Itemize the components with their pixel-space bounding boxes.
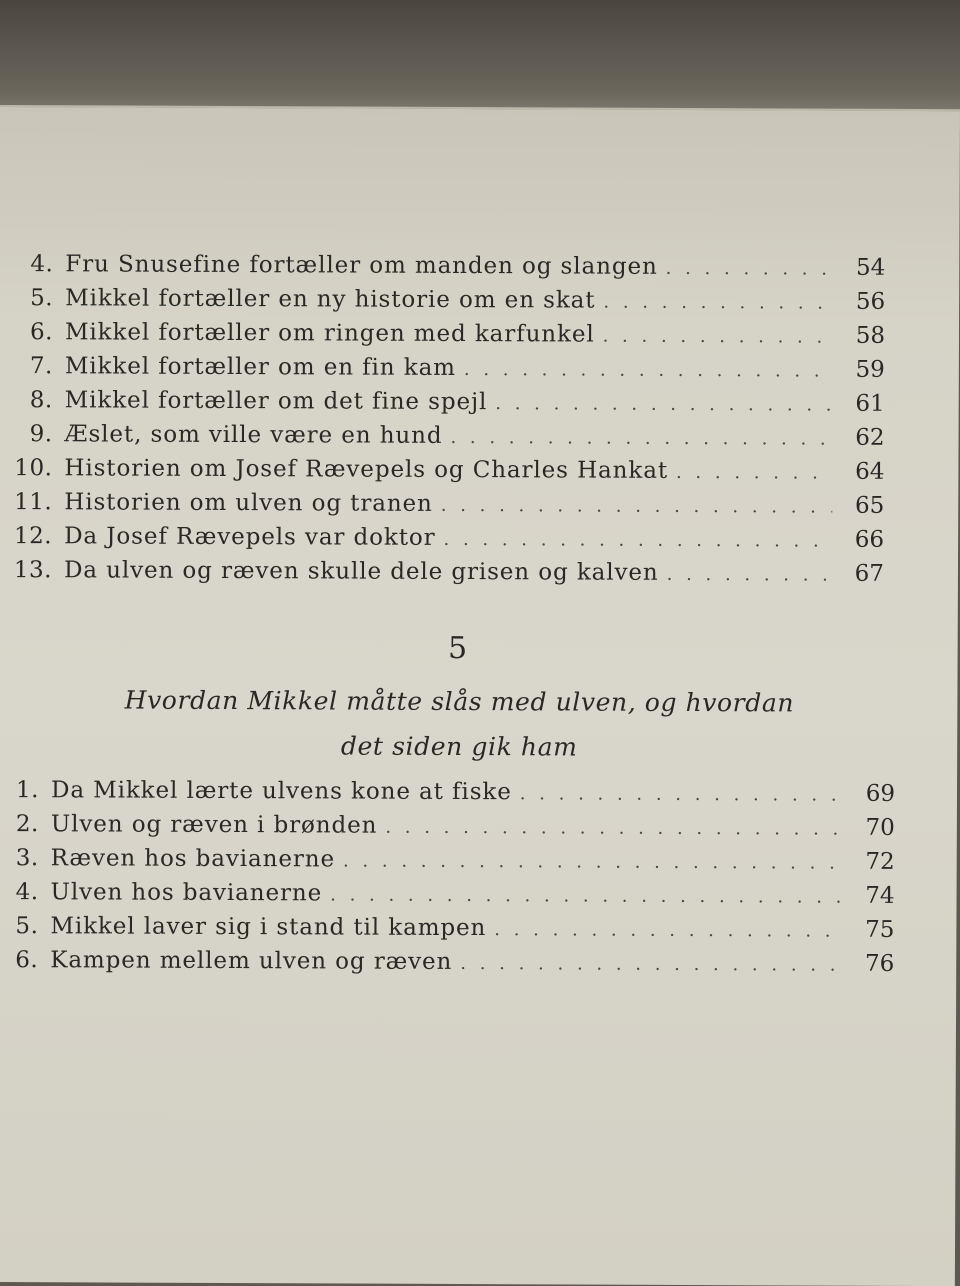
toc-entry-title: Ulven og ræven i brønden bbox=[50, 811, 378, 839]
toc-entry bbox=[11, 285, 885, 323]
toc-entry-title: Da Mikkel lærte ulvens kone at fiske bbox=[50, 777, 512, 806]
toc-entry-page: 56 bbox=[855, 288, 886, 315]
toc-leader-dots bbox=[343, 851, 843, 874]
toc-entry bbox=[10, 421, 884, 459]
toc-entry-page: 65 bbox=[854, 492, 885, 519]
toc-entry-title: Ræven hos bavianerne bbox=[50, 845, 336, 873]
toc-entry-number: 1. bbox=[16, 777, 40, 804]
toc-leader-dots bbox=[385, 817, 843, 840]
toc-leader-dots bbox=[495, 393, 832, 415]
toc-leader-dots bbox=[667, 564, 832, 586]
toc-entry bbox=[10, 523, 884, 561]
toc-leader-dots bbox=[494, 919, 842, 942]
toc-entry-number: 2. bbox=[15, 811, 39, 838]
toc-entry-page: 67 bbox=[854, 560, 885, 587]
toc-entry bbox=[0, 913, 894, 951]
toc-entry bbox=[0, 845, 895, 883]
toc-entry bbox=[11, 251, 885, 289]
toc-entry-title: Fru Snusefine fortæller om manden og slangen bbox=[65, 251, 658, 280]
toc-leader-dots bbox=[603, 292, 833, 314]
toc-entry-page: 59 bbox=[855, 356, 885, 383]
toc-entry-number: 10. bbox=[14, 455, 53, 482]
toc-leader-dots bbox=[441, 495, 833, 518]
toc-leader-dots bbox=[666, 258, 834, 280]
chapter-title-line-1: Hvordan Mikkel måtte slås med ulven, og hvordan bbox=[124, 685, 795, 718]
toc-entry-page: 70 bbox=[865, 814, 895, 841]
toc-entry bbox=[10, 557, 884, 595]
toc-entry bbox=[10, 455, 884, 493]
toc-entry-title: Mikkel fortæller om ringen med karfunkel bbox=[64, 319, 595, 348]
toc-entry-number: 6. bbox=[29, 319, 54, 346]
toc-entry-number: 7. bbox=[29, 353, 53, 380]
toc-leader-dots bbox=[520, 783, 843, 805]
toc-entry-number: 5. bbox=[30, 285, 54, 312]
toc-entry bbox=[0, 947, 894, 985]
toc-entry-title: Historien om Josef Rævepels og Charles Hankat bbox=[64, 455, 669, 484]
toc-entry-page: 66 bbox=[854, 526, 885, 553]
toc-entry-title: Mikkel fortæller en ny historie om en skat bbox=[65, 285, 596, 314]
toc-leader-dots bbox=[460, 953, 842, 976]
toc-entry-title: Da Josef Rævepels var doktor bbox=[64, 523, 436, 551]
toc-leader-dots bbox=[603, 326, 833, 348]
toc-entry-title: Mikkel laver sig i stand til kampen bbox=[50, 913, 487, 942]
toc-entry bbox=[0, 777, 895, 815]
chapter-title-line-2: det siden gik ham bbox=[340, 731, 578, 762]
toc-entry-number: 6. bbox=[15, 947, 39, 974]
toc-entry-page: 76 bbox=[864, 950, 895, 977]
toc-entry bbox=[11, 387, 885, 425]
toc-list-chapter-5 bbox=[0, 777, 895, 985]
toc-entry bbox=[0, 811, 895, 849]
toc-entry-number: 8. bbox=[29, 387, 53, 414]
toc-entry bbox=[0, 879, 895, 917]
toc-entry bbox=[11, 353, 885, 391]
book-page bbox=[0, 105, 960, 1286]
toc-entry bbox=[11, 319, 885, 357]
chapter-number: 5 bbox=[448, 630, 468, 667]
toc-entry-number: 4. bbox=[15, 879, 39, 906]
toc-entry-title: Da ulven og ræven skulle dele grisen og kalven bbox=[63, 557, 659, 586]
toc-entry-title: Mikkel fortæller om en fin kam bbox=[64, 353, 456, 381]
toc-list-previous-chapter bbox=[10, 251, 885, 595]
toc-entry-page: 61 bbox=[855, 390, 885, 417]
toc-entry-title: Kampen mellem ulven og ræven bbox=[50, 947, 453, 975]
toc-entry-number: 13. bbox=[13, 557, 53, 584]
chapter-title bbox=[0, 677, 921, 771]
toc-entry-page: 62 bbox=[855, 424, 885, 451]
toc-entry-title: Historien om ulven og tranen bbox=[64, 489, 433, 517]
toc-entry-title: Æslet, som ville være en hund bbox=[64, 421, 443, 449]
toc-leader-dots bbox=[450, 427, 832, 450]
toc-entry-title: Ulven hos bavianerne bbox=[50, 879, 323, 907]
toc-entry-number: 5. bbox=[15, 913, 39, 940]
toc-leader-dots bbox=[330, 884, 842, 907]
toc-entry-number: 4. bbox=[30, 251, 54, 278]
toc-entry-page: 64 bbox=[855, 458, 885, 485]
toc-entry-page: 58 bbox=[855, 322, 886, 349]
toc-entry-page: 69 bbox=[865, 780, 896, 807]
toc-entry-page: 74 bbox=[865, 882, 895, 909]
toc-leader-dots bbox=[444, 529, 833, 552]
toc-entry-page: 54 bbox=[855, 254, 886, 281]
toc-entry-page: 72 bbox=[865, 848, 895, 875]
toc-leader-dots bbox=[676, 462, 832, 484]
toc-entry-number: 11. bbox=[14, 489, 53, 516]
toc-entry-number: 3. bbox=[15, 845, 39, 872]
toc-entry-number: 12. bbox=[13, 523, 53, 550]
toc-entry-number: 9. bbox=[29, 421, 53, 448]
toc-entry-page: 75 bbox=[865, 916, 895, 943]
toc-entry bbox=[10, 489, 884, 527]
toc-entry-title: Mikkel fortæller om det fine spejl bbox=[64, 387, 488, 416]
toc-leader-dots bbox=[464, 359, 833, 382]
